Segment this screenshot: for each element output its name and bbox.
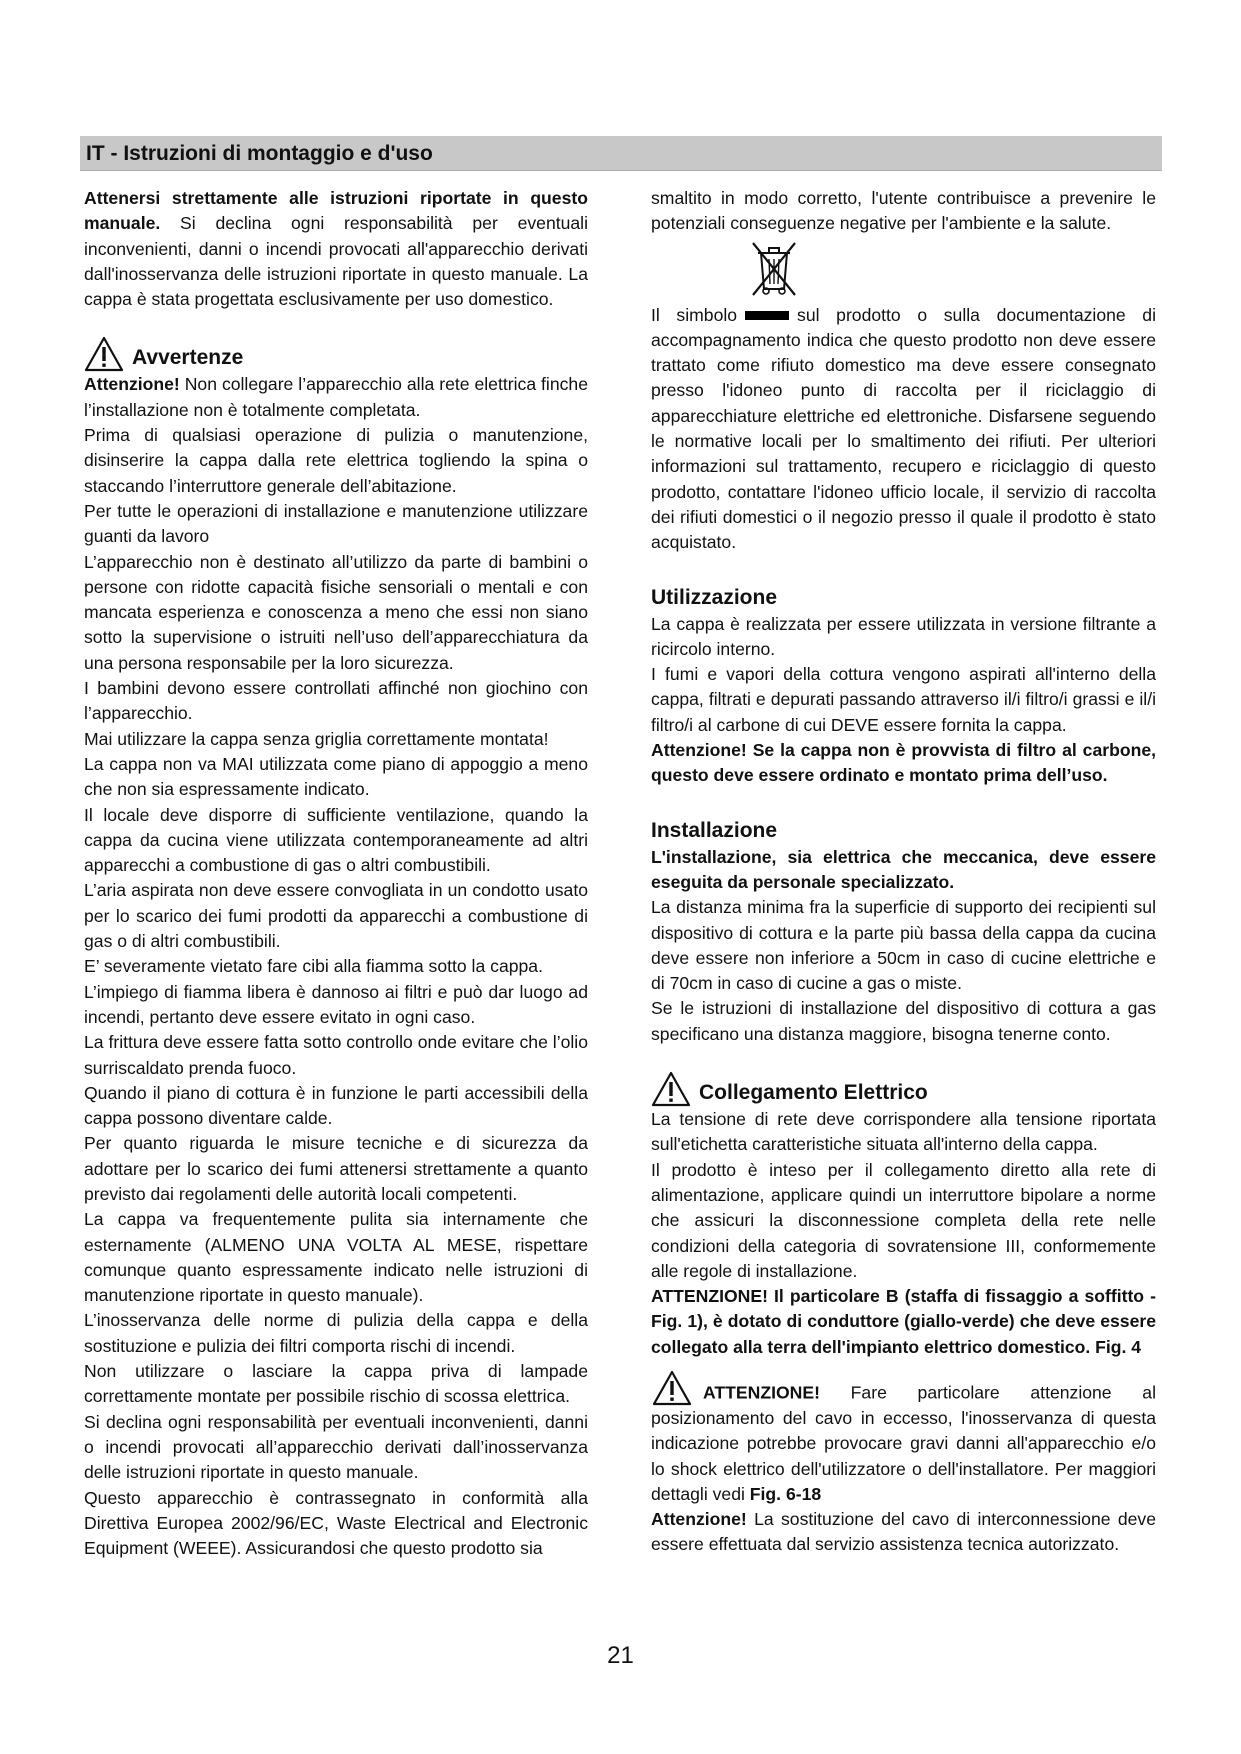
figure-reference: Fig. 6-18 (749, 1483, 822, 1504)
warning-text: Non collegare l’apparecchio alla rete elettrica finche l’installazione non è totalmente completata. (84, 374, 588, 420)
weee-symbol-area (651, 237, 1156, 303)
electrical-warning-text: Fare particolare attenzione al posizionamento del cavo in eccesso, l'inosservanza di questa indicazione potrebbe provocare gravi danni all'apparecchio e/o lo shock elettrico dell'utilizzatore o dell'installatore. Per maggiori dettagli vedi (651, 1382, 1156, 1504)
use-paragraph: La cappa è realizzata per essere utilizzata in versione filtrante a ricircolo interno. (651, 613, 1156, 659)
left-column (84, 186, 588, 1561)
weee-symbol-text: Il simbolo (651, 304, 738, 325)
intro-paragraph (84, 186, 588, 312)
page-number: 21 (607, 1642, 634, 1669)
warning-paragraph: Prima di qualsiasi operazione di pulizia o manutenzione, disinserire la cappa dalla rete elettrica togliendo la spina o staccando l’interruttore generale dell’abitazione. (84, 425, 588, 496)
warning-paragraph: Si declina ogni responsabilità per eventuali inconvenienti, danni o incendi provocati all’apparecchio derivati dall’inosservanza delle istruzioni riportate in questo manuale. (84, 1411, 588, 1483)
black-bar-symbol-icon (745, 311, 789, 320)
install-paragraph: Se le istruzioni di installazione del dispositivo di cottura a gas specificano una distanza maggiore, bisogna tenerne conto. (651, 998, 1156, 1044)
warning-paragraph (84, 372, 588, 423)
warning-paragraph: Questo apparecchio è contrassegnato in conformità alla Direttiva Europea 2002/96/EC, Waste Electrical and Electronic Equipment (WEEE). Assicurandosi che questo prodotto sia (84, 1487, 588, 1559)
warning-paragraph: Per tutte le operazioni di installazione e manutenzione utilizzare guanti da lavoro (84, 500, 588, 547)
intro-bold-text: Attenersi strettamente alle istruzioni riportate in questo manuale. (84, 188, 588, 234)
weee-symbol-description: sul prodotto o sulla documentazione di accompagnamento indica che questo prodotto non deve essere trattato come rifiuto domestico ma deve essere consegnato presso l'idoneo punto di raccolta per il riciclaggio di apparecchiature elettriche ed elettroniche. Disfarsene seguendo le normative locali per lo smaltimento dei rifiuti. Per ulteriori informazioni sul trattamento, recupero e riciclaggio di questo prodotto, contattare l'idoneo ufficio locale, il servizio di raccolta dei rifiuti domestici o il negozio presso il quale il prodotto è stato acquistato. (651, 304, 1156, 553)
warning-triangle-icon (84, 336, 124, 372)
electrical-heading (651, 1071, 1156, 1107)
warning-paragraph: L’apparecchio non è destinato all’utilizzo da parte di bambini o persone con ridotte capacità fisiche sensoriali o mentali e con mancata esperienza e conoscenza a meno che essi non siano sotto la supervisione o istruiti nell’uso dell’apparecchiatura da una persona responsabile per la loro sicurezza. (84, 551, 588, 673)
warning-paragraph: Quando il piano di cottura è in funzione le parti accessibili della cappa possono diventare calde. (84, 1082, 588, 1129)
weee-paragraph (651, 303, 1156, 556)
install-bold-paragraph: L'installazione, sia elettrica che meccanica, deve essere eseguita da personale specializzato. (651, 846, 1156, 892)
intro-text: Si declina ogni responsabilità per eventuali inconvenienti, danni o incendi provocati all'apparecchio derivati dall'inosservanza delle istruzioni riportate in questo manuale. La cappa è stata progettata esclusivamente per uso domestico. (84, 213, 588, 310)
warning-triangle-icon (651, 1370, 693, 1406)
warnings-title: Avvertenze (132, 346, 244, 370)
warning-paragraph: La frittura deve essere fatta sotto controllo onde evitare che l’olio surriscaldato prenda fuoco. (84, 1032, 588, 1078)
electrical-warning-bold: ATTENZIONE! Il particolare B (staffa di fissaggio a soffitto - Fig. 1), è dotato di conduttore (giallo-verde) che deve essere collegato alla terra dell'impianto elettrico domestico. Fig. 4 (651, 1286, 1156, 1357)
electrical-title: Collegamento Elettrico (699, 1081, 928, 1105)
right-column (651, 186, 1156, 1558)
attention-label: Attenzione! (84, 374, 180, 395)
use-heading: Utilizzazione (651, 585, 778, 609)
electrical-paragraph: Il prodotto è inteso per il collegamento diretto alla rete di alimentazione, applicare quindi un interruttore bipolare a norme che assicuri la disconnessione completa della rete nelle condizioni della categoria di sovratensione III, conformemente alle regole di installazione. (651, 1159, 1156, 1281)
warning-paragraph: Per quanto riguarda le misure tecniche e di sicurezza da adottare per lo scarico dei fumi attenersi strettamente a quanto previsto dai regolamenti delle autorità locali competenti. (84, 1133, 588, 1204)
warning-paragraph: Mai utilizzare la cappa senza griglia correttamente montata! (84, 728, 549, 749)
warnings-heading (84, 336, 588, 372)
warning-paragraph: Non utilizzare o lasciare la cappa priva di lampade correttamente montate per possibile rischio di scossa elettrica. (84, 1361, 588, 1407)
electrical-warning-paragraph (651, 1370, 1156, 1507)
install-heading: Installazione (651, 818, 778, 842)
warning-triangle-icon (651, 1071, 691, 1107)
use-paragraph: I fumi e vapori della cottura vengono aspirati all'interno della cappa, filtrati e depurati passando attraverso il/i filtro/i grassi e il/i filtro/i al carbone di cui DEVE essere fornita la cappa. (651, 664, 1156, 735)
electrical-paragraph: La tensione di rete deve corrispondere alla tensione riportata sull'etichetta caratteristiche situata all'interno della cappa. (651, 1109, 1156, 1155)
warning-paragraph: Il locale deve disporre di sufficiente ventilazione, quando la cappa da cucina viene utilizzata contemporaneamente ad altri apparecchi a combustione di gas o altri combustibili. (84, 804, 588, 876)
warning-paragraph: E’ severamente vietato fare cibi alla fiamma sotto la cappa. (84, 956, 543, 977)
weee-paragraph: smaltito in modo corretto, l'utente contribuisce a prevenire le potenziali conseguenze negative per l'ambiente e la salute. (651, 188, 1156, 234)
warning-paragraph: L’aria aspirata non deve essere convogliata in un condotto usato per lo scarico dei fumi prodotti da apparecchi a combustione di gas o di altri combustibili. (84, 880, 588, 952)
attention-label: ATTENZIONE! (703, 1382, 820, 1403)
electrical-paragraph (651, 1507, 1156, 1558)
install-paragraph: La distanza minima fra la superficie di supporto dei recipienti sul dispositivo di cottura e la parte più bassa della cappa da cucina deve essere non inferiore a 50cm in caso di cucine elettriche e di 70cm in caso di cucine a gas o miste. (651, 897, 1156, 994)
attention-label: Attenzione! (651, 1509, 747, 1530)
crossed-bin-icon (747, 239, 801, 297)
warning-paragraph: L’inosservanza delle norme di pulizia della cappa e della sostituzione e pulizia dei filtri comporta rischi di incendi. (84, 1310, 588, 1356)
section-header: IT - Istruzioni di montaggio e d'uso (80, 136, 1162, 171)
cable-replacement-text: La sostituzione del cavo di interconnessione deve essere effettuata dal servizio assistenza tecnica autorizzato. (651, 1509, 1156, 1555)
warning-paragraph: I bambini devono essere controllati affinché non giochino con l’apparecchio. (84, 678, 588, 724)
warning-paragraph: La cappa non va MAI utilizzata come piano di appoggio a meno che non sia espressamente indicato. (84, 753, 588, 800)
warning-paragraph: L’impiego di fiamma libera è dannoso ai filtri e può dar luogo ad incendi, pertanto deve essere evitato in ogni caso. (84, 981, 588, 1027)
use-warning: Attenzione! Se la cappa non è provvista di filtro al carbone, questo deve essere ordinato e montato prima dell’uso. (651, 740, 1156, 786)
warning-paragraph: La cappa va frequentemente pulita sia internamente che esternamente (ALMENO UNA VOLTA AL MESE, rispettare comunque quanto espressamente indicato nelle istruzioni di manutenzione riportate in questo manuale). (84, 1209, 588, 1306)
